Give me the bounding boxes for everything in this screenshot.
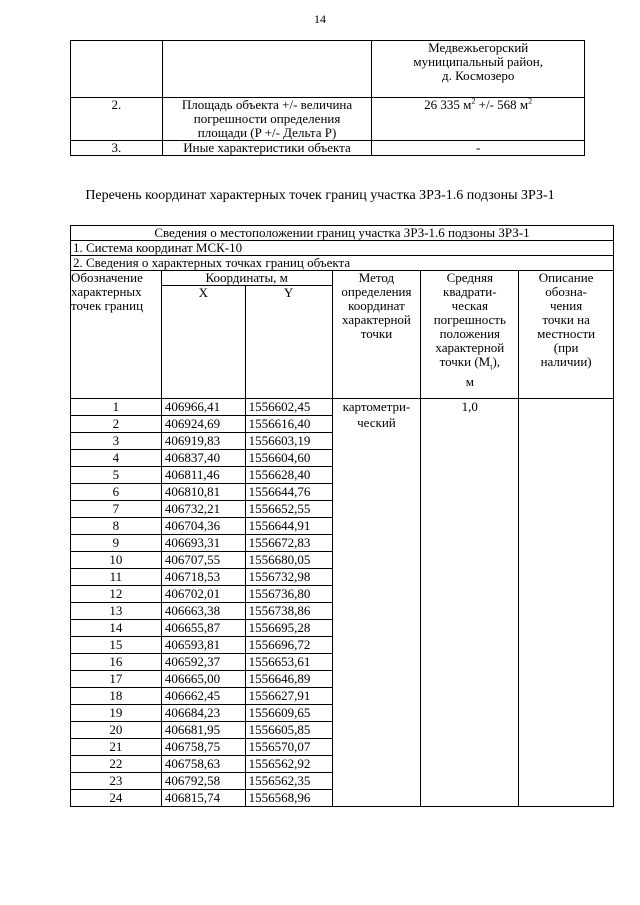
method-line: ческий (357, 415, 396, 430)
row-label: Иные характеристики объекта (162, 141, 372, 156)
point-number: 7 (71, 501, 162, 518)
point-number: 15 (71, 637, 162, 654)
coordinate-y: 1556696,72 (245, 637, 332, 654)
coordinate-y: 1556644,76 (245, 484, 332, 501)
point-number: 19 (71, 705, 162, 722)
coordinate-y: 1556609,65 (245, 705, 332, 722)
table-row (71, 41, 585, 98)
coordinate-y: 1556732,98 (245, 569, 332, 586)
header-method (332, 271, 421, 399)
coordinate-y: 1556570,07 (245, 739, 332, 756)
row-number: 3. (71, 141, 163, 156)
coordinate-x: 406665,00 (161, 671, 245, 688)
row-value (372, 41, 585, 98)
coordinate-x: 406704,36 (161, 518, 245, 535)
coordinate-x: 406684,23 (161, 705, 245, 722)
coordinate-y: 1556652,55 (245, 501, 332, 518)
coordinate-x: 406593,81 (161, 637, 245, 654)
header-line (423, 355, 516, 375)
area-unit-exp: 2 (471, 96, 476, 106)
header-line: определения (341, 284, 412, 299)
header-subscript: t (490, 362, 493, 372)
coordinate-y: 1556602,45 (245, 399, 332, 416)
coordinate-x: 406732,21 (161, 501, 245, 518)
coordinates-body (71, 399, 614, 807)
coordinate-y: 1556736,80 (245, 586, 332, 603)
header-line: наличии) (540, 354, 592, 369)
object-info-table (70, 40, 585, 156)
table-row (71, 98, 585, 141)
coordinate-y: 1556644,91 (245, 518, 332, 535)
point-number: 17 (71, 671, 162, 688)
error-value: 1,0 (421, 399, 519, 807)
location-line: д. Космозеро (441, 68, 515, 83)
coordinate-y: 1556653,61 (245, 654, 332, 671)
row-number (71, 41, 163, 98)
header-line: м (465, 373, 474, 389)
point-number: 21 (71, 739, 162, 756)
coordinate-y: 1556604,60 (245, 450, 332, 467)
section-row (71, 256, 614, 271)
coordinate-x: 406924,69 (161, 416, 245, 433)
coordinate-y: 1556672,83 (245, 535, 332, 552)
point-number: 9 (71, 535, 162, 552)
coordinate-system: 1. Система координат МСК-10 (71, 241, 614, 256)
list-title: Перечень координат характерных точек границ участка ЗРЗ-1.6 подзоны ЗРЗ-1 (85, 188, 555, 203)
header-line: точек границ (71, 298, 144, 313)
area-label-line: площади (P +/- Дельта P) (197, 125, 337, 140)
point-number: 6 (71, 484, 162, 501)
point-number: 20 (71, 722, 162, 739)
location-line: муниципальный район, (413, 54, 543, 69)
coordinate-x: 406811,46 (161, 467, 245, 484)
coordinate-x: 406702,01 (161, 586, 245, 603)
header-line: характерной (435, 340, 505, 355)
coordinate-y: 1556738,86 (245, 603, 332, 620)
row-number: 2. (71, 98, 163, 141)
coordinate-y: 1556628,40 (245, 467, 332, 484)
coordinate-y: 1556568,96 (245, 790, 332, 807)
coordinate-y: 1556627,91 (245, 688, 332, 705)
area-label-line: погрешности определения (193, 111, 341, 126)
point-number: 3 (71, 433, 162, 450)
location-line: Медвежьегорский (428, 40, 529, 55)
coordinate-x: 406693,31 (161, 535, 245, 552)
points-section: 2. Сведения о характерных точках границ объекта (71, 256, 614, 271)
header-text: ), (492, 354, 501, 369)
header-coordinates: Координаты, м (161, 271, 332, 286)
area-unit-exp: 2 (528, 96, 533, 106)
header-line: чения (550, 298, 583, 313)
header-line: положения (439, 326, 501, 341)
method-line: картометри- (342, 399, 411, 414)
page-number: 14 (314, 12, 326, 26)
header-line: точки на (542, 312, 590, 327)
point-number: 8 (71, 518, 162, 535)
coordinate-x: 406966,41 (161, 399, 245, 416)
coordinate-x: 406662,45 (161, 688, 245, 705)
header-line: (при (553, 340, 579, 355)
coordinate-x: 406810,81 (161, 484, 245, 501)
row-label (162, 98, 372, 141)
coordinates-table (70, 225, 614, 807)
coordinate-x: 406707,55 (161, 552, 245, 569)
header-line: Метод (358, 270, 395, 285)
header-x: X (161, 286, 245, 399)
header-y: Y (245, 286, 332, 399)
table-title-row (71, 226, 614, 241)
coordinate-y: 1556616,40 (245, 416, 332, 433)
coordinate-x: 406592,37 (161, 654, 245, 671)
header-error (421, 271, 519, 399)
coordinate-x: 406837,40 (161, 450, 245, 467)
header-row (71, 271, 614, 286)
point-number: 14 (71, 620, 162, 637)
section-row (71, 241, 614, 256)
point-number: 18 (71, 688, 162, 705)
point-number: 12 (71, 586, 162, 603)
header-line: обозна- (545, 284, 588, 299)
header-line: координат (348, 298, 405, 313)
header-line: погрешность (433, 312, 506, 327)
header-line: квадрати- (443, 284, 497, 299)
method-value (332, 399, 421, 807)
table-row (71, 399, 614, 416)
header-line: характерных (71, 284, 142, 299)
point-number: 1 (71, 399, 162, 416)
coordinate-y: 1556562,92 (245, 756, 332, 773)
coordinate-y: 1556562,35 (245, 773, 332, 790)
header-line: местности (537, 326, 596, 341)
coordinate-y: 1556680,05 (245, 552, 332, 569)
point-number: 5 (71, 467, 162, 484)
coordinate-y: 1556695,28 (245, 620, 332, 637)
coordinate-x: 406919,83 (161, 433, 245, 450)
area-value-b: +/- 568 м (475, 97, 529, 112)
row-value: - (372, 141, 585, 156)
point-number: 16 (71, 654, 162, 671)
coordinate-x: 406758,63 (161, 756, 245, 773)
coordinate-x: 406718,53 (161, 569, 245, 586)
description-value (519, 399, 614, 807)
point-number: 24 (71, 790, 162, 807)
point-number: 23 (71, 773, 162, 790)
row-label (162, 41, 372, 98)
header-line: характерной (342, 312, 411, 327)
point-number: 22 (71, 756, 162, 773)
point-number: 4 (71, 450, 162, 467)
header-line: Средняя (446, 270, 493, 285)
header-line: Обозначение (71, 270, 143, 285)
header-description (519, 271, 614, 399)
coordinate-x: 406792,58 (161, 773, 245, 790)
coordinate-x: 406815,74 (161, 790, 245, 807)
header-designation (71, 271, 162, 399)
header-line: Описание (538, 270, 594, 285)
area-value-a: 26 335 м (424, 97, 472, 112)
coordinate-x: 406663,38 (161, 603, 245, 620)
coordinate-y: 1556646,89 (245, 671, 332, 688)
point-number: 10 (71, 552, 162, 569)
coordinate-y: 1556605,85 (245, 722, 332, 739)
header-line: ческая (451, 298, 488, 313)
table-title: Сведения о местоположении границ участка ЗРЗ-1.6 подзоны ЗРЗ-1 (71, 226, 614, 241)
coordinate-x: 406655,87 (161, 620, 245, 637)
area-label-line: Площадь объекта +/- величина (181, 97, 353, 112)
coordinate-x: 406681,95 (161, 722, 245, 739)
coordinate-x: 406758,75 (161, 739, 245, 756)
table-row (71, 141, 585, 156)
point-number: 13 (71, 603, 162, 620)
point-number: 2 (71, 416, 162, 433)
coordinate-y: 1556603,19 (245, 433, 332, 450)
header-line: точки (360, 326, 393, 341)
point-number: 11 (71, 569, 162, 586)
header-text: точки (M (439, 354, 491, 369)
area-value (372, 98, 585, 141)
